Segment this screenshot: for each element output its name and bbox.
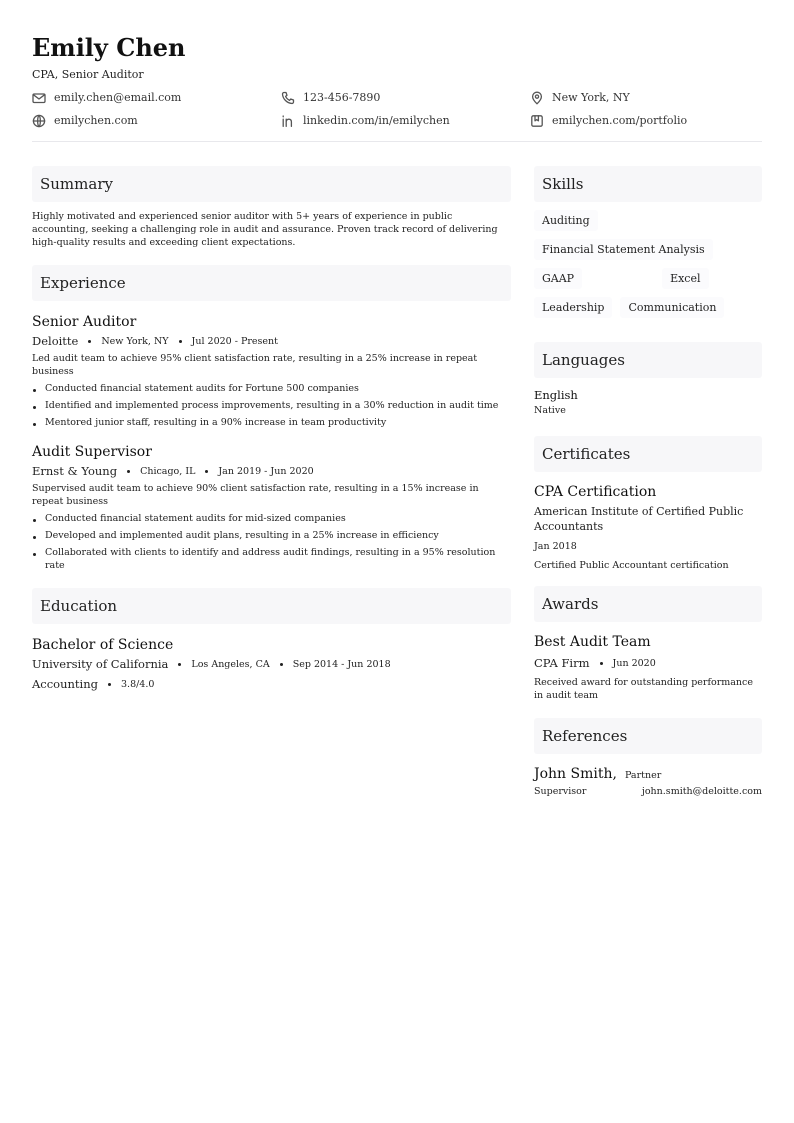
school-location: Los Angeles, CA xyxy=(191,658,270,670)
gpa: 3.8/4.0 xyxy=(121,678,155,690)
separator-dot xyxy=(205,470,208,473)
portfolio-icon xyxy=(530,114,544,128)
separator-dot xyxy=(280,663,283,666)
separator-dot xyxy=(178,663,181,666)
job-bullets xyxy=(32,512,511,572)
field-of-study: Accounting xyxy=(32,677,98,691)
phone-icon xyxy=(281,91,295,105)
language-level: Native xyxy=(534,405,566,416)
education-field-row xyxy=(32,677,511,691)
award-issuer: CPA Firm xyxy=(534,656,590,670)
job-dates: Jul 2020 - Present xyxy=(191,335,278,347)
reference-name-row xyxy=(534,766,762,782)
degree-name: Bachelor of Science xyxy=(32,637,174,653)
contact-linkedin[interactable] xyxy=(281,112,530,129)
job-bullet: Conducted financial statement audits for Fortune 500 companies xyxy=(32,382,511,395)
phone-text: 123-456-7890 xyxy=(303,91,381,104)
education-heading: Education xyxy=(32,588,511,624)
separator-dot xyxy=(600,662,603,665)
references-heading: References xyxy=(534,718,762,754)
job-location: New York, NY xyxy=(101,335,169,347)
company-name: Deloitte xyxy=(32,334,79,348)
certificate-issuer: American Institute of Certified Public Accountants xyxy=(534,505,744,533)
skill-chip: Excel xyxy=(662,268,708,289)
linkedin-icon xyxy=(281,114,295,128)
award-title: Best Audit Team xyxy=(534,634,651,650)
skill-chip: Auditing xyxy=(534,210,598,231)
award-description: Received award for outstanding performance in audit team xyxy=(534,677,753,701)
email-text: emily.chen@email.com xyxy=(54,91,182,104)
separator-dot xyxy=(108,683,111,686)
location-text: New York, NY xyxy=(552,91,630,104)
reference-relation: Supervisor xyxy=(534,786,587,797)
job-bullet: Collaborated with clients to identify and address audit findings, resulting in a 95% resolution rate xyxy=(32,546,511,572)
right-column xyxy=(534,166,762,797)
website-text: emilychen.com xyxy=(54,114,138,127)
certificate-title: CPA Certification xyxy=(534,484,657,500)
job-bullet: Mentored junior staff, resulting in a 90% increase in team productivity xyxy=(32,416,511,429)
job-meta xyxy=(32,334,511,348)
contact-phone[interactable] xyxy=(281,89,530,106)
contact-website[interactable] xyxy=(32,112,281,129)
separator-dot xyxy=(179,340,182,343)
reference-email[interactable]: john.smith@deloitte.com xyxy=(641,786,762,797)
globe-icon xyxy=(32,114,46,128)
job-bullet: Conducted financial statement audits for mid-sized companies xyxy=(32,512,511,525)
award-date: Jun 2020 xyxy=(612,657,656,669)
separator-dot xyxy=(88,340,91,343)
reference-name: John Smith, xyxy=(534,766,617,782)
award-meta xyxy=(534,656,762,670)
linkedin-text: linkedin.com/in/emilychen xyxy=(303,114,450,127)
job-title: Senior Auditor xyxy=(32,314,137,330)
school-name: University of California xyxy=(32,657,169,671)
mail-icon xyxy=(32,91,46,105)
skill-chip: GAAP xyxy=(534,268,582,289)
candidate-name: Emily Chen xyxy=(32,33,186,62)
experience-item xyxy=(32,443,511,572)
header-divider xyxy=(32,141,762,142)
language-name: English xyxy=(534,388,578,402)
job-bullets xyxy=(32,382,511,429)
job-description: Supervised audit team to achieve 90% client satisfaction rate, resulting in a 15% increase in repeat business xyxy=(32,483,479,507)
candidate-title: CPA, Senior Auditor xyxy=(32,68,144,81)
certificates-heading: Certificates xyxy=(534,436,762,472)
languages-heading: Languages xyxy=(534,342,762,378)
summary-text: Highly motivated and experienced senior auditor with 5+ years of experience in public accounting, seeking a challenging role in audit and assurance. Proven track record of delivering high-quality results and exceeding client expectations. xyxy=(32,211,498,248)
reference-role: Partner xyxy=(624,770,662,781)
reference-detail-row xyxy=(534,786,762,797)
skills-heading: Skills xyxy=(534,166,762,202)
job-location: Chicago, IL xyxy=(140,465,196,477)
contact-list xyxy=(32,89,762,129)
summary-heading: Summary xyxy=(32,166,511,202)
job-title: Audit Supervisor xyxy=(32,444,152,460)
contact-location xyxy=(530,89,762,106)
job-dates: Jan 2019 - Jun 2020 xyxy=(218,465,314,477)
education-meta xyxy=(32,657,511,671)
job-bullet: Developed and implemented audit plans, resulting in a 25% increase in efficiency xyxy=(32,529,511,542)
location-pin-icon xyxy=(530,91,544,105)
job-bullet: Identified and implemented process improvements, resulting in a 30% reduction in audit time xyxy=(32,399,511,412)
portfolio-text: emilychen.com/portfolio xyxy=(552,114,688,127)
skill-chip: Communication xyxy=(620,297,724,318)
contact-portfolio[interactable] xyxy=(530,112,762,129)
education-item xyxy=(32,636,511,691)
job-meta xyxy=(32,464,511,478)
education-dates: Sep 2014 - Jun 2018 xyxy=(292,658,391,670)
experience-heading: Experience xyxy=(32,265,511,301)
skills-list xyxy=(534,210,762,326)
experience-item xyxy=(32,313,511,429)
certificate-date: Jan 2018 xyxy=(534,541,577,552)
job-description: Led audit team to achieve 95% client satisfaction rate, resulting in a 25% increase in repeat business xyxy=(32,353,478,377)
skill-chip: Financial Statement Analysis xyxy=(534,239,713,260)
contact-email[interactable] xyxy=(32,89,281,106)
left-column xyxy=(32,166,511,797)
skill-chip: Leadership xyxy=(534,297,612,318)
separator-dot xyxy=(127,470,130,473)
awards-heading: Awards xyxy=(534,586,762,622)
company-name: Ernst & Young xyxy=(32,464,118,478)
certificate-description: Certified Public Accountant certification xyxy=(534,560,729,571)
